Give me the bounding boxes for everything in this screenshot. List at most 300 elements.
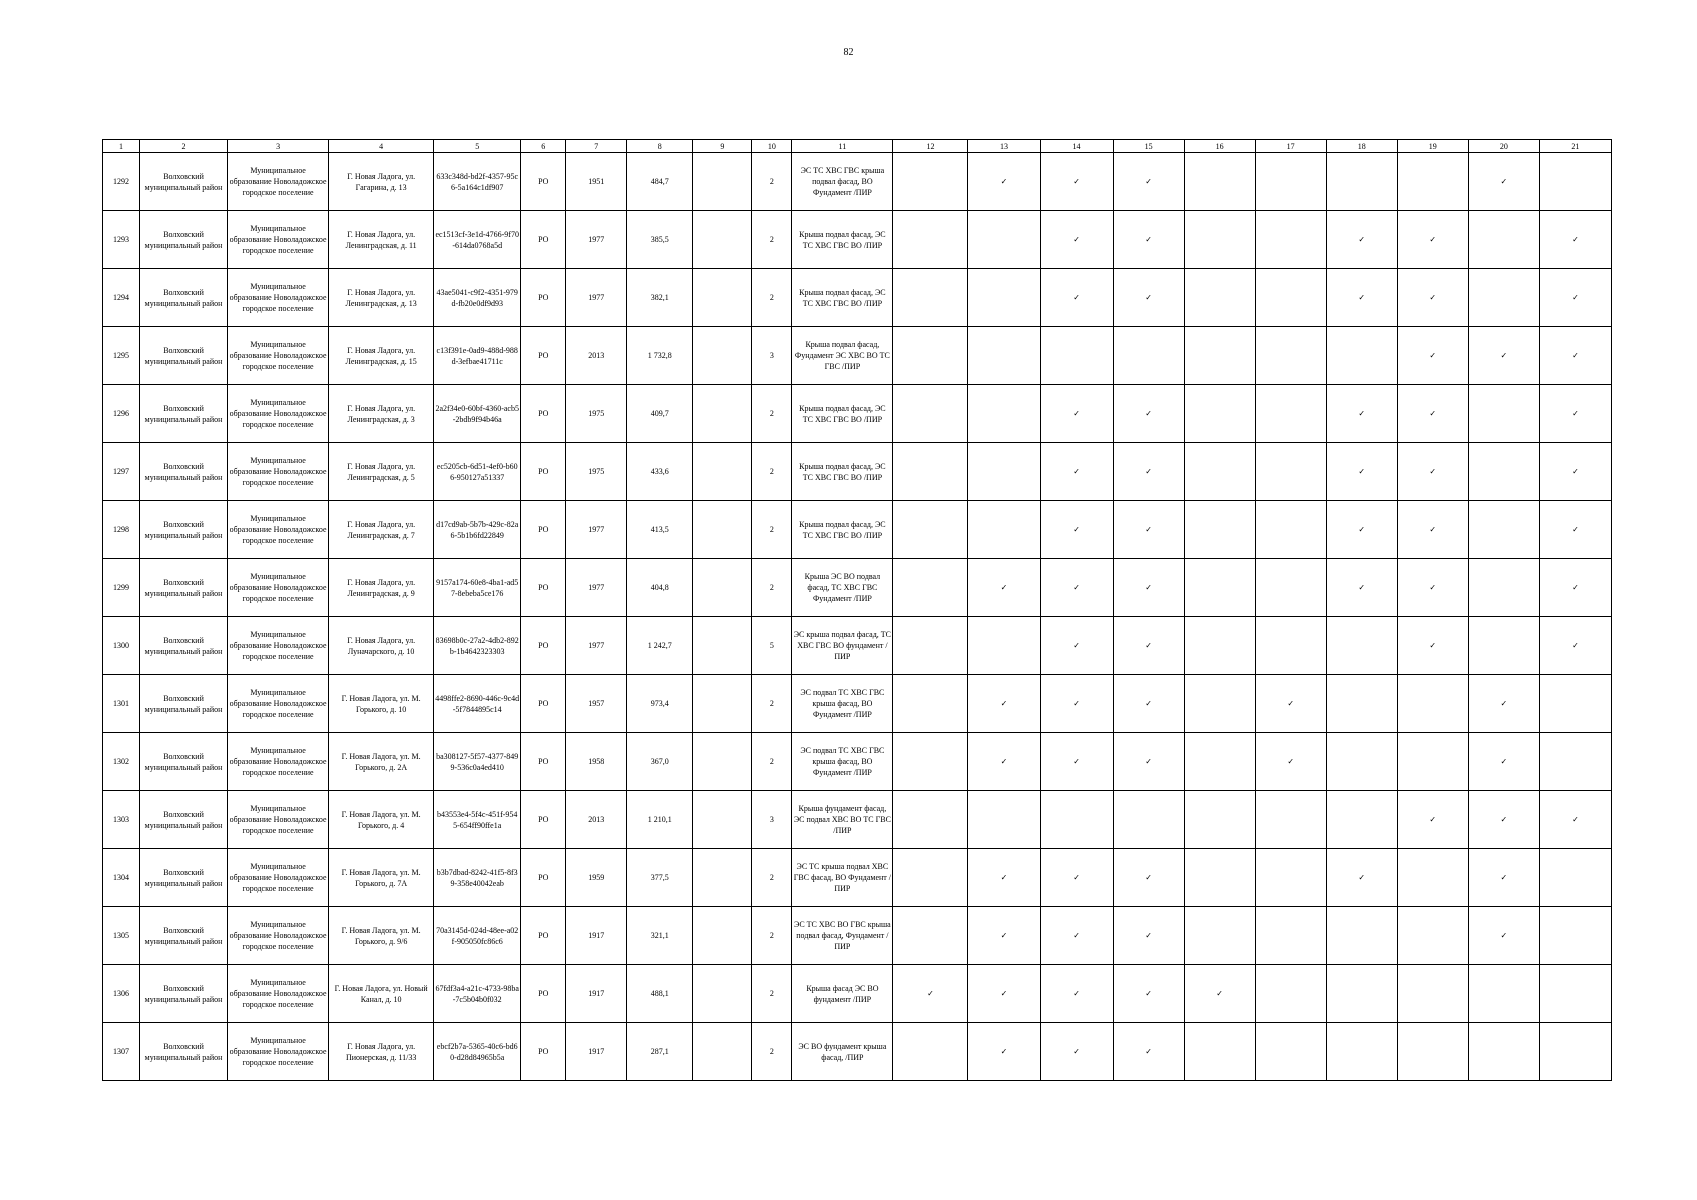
check-mark-icon: ✓	[1572, 467, 1579, 476]
work-column-12-cell	[893, 385, 968, 443]
work-column-16-cell	[1184, 907, 1255, 965]
year-cell: 1975	[566, 443, 627, 501]
table-row	[103, 501, 1612, 559]
address-cell: Г. Новая Ладога, ул. Ленинградская, д. 13	[329, 269, 434, 327]
check-mark-icon: ✓	[1000, 989, 1008, 998]
work-column-20-cell	[1468, 1023, 1539, 1081]
year-cell: 1917	[566, 1023, 627, 1081]
work-column-21-cell	[1539, 791, 1611, 849]
check-mark-icon: ✓	[1287, 757, 1295, 766]
column-10-cell: 2	[752, 501, 792, 559]
work-column-12-cell	[893, 501, 968, 559]
works-list-cell: Крыша ЭС ВО подвал фасад, ТС ХВС ГВС Фундамент /ПИР	[792, 559, 893, 617]
work-column-15-cell	[1113, 501, 1184, 559]
row-number-cell: 1295	[103, 327, 140, 385]
work-column-21-cell	[1539, 269, 1611, 327]
type-cell: РО	[521, 965, 566, 1023]
work-column-16-cell	[1184, 849, 1255, 907]
work-column-14-cell	[1040, 327, 1113, 385]
municipality-cell: Муниципальное образование Новоладожское городское поселение	[228, 617, 329, 675]
check-mark-icon: ✓	[1073, 641, 1080, 650]
row-number-cell: 1303	[103, 791, 140, 849]
capital-repair-table	[102, 139, 1612, 1081]
check-mark-icon: ✓	[1073, 409, 1080, 418]
work-column-18-cell	[1326, 907, 1397, 965]
check-mark-icon: ✓	[1000, 177, 1008, 186]
work-column-18-cell	[1326, 269, 1397, 327]
house-code-cell: 43ae5041-c9f2-4351-979d-fb20e0df9d93	[434, 269, 521, 327]
work-column-13-cell	[968, 269, 1040, 327]
row-number-cell: 1296	[103, 385, 140, 443]
area-cell: 413,5	[627, 501, 693, 559]
work-column-18-cell	[1326, 733, 1397, 791]
area-cell: 385,5	[627, 211, 693, 269]
municipality-cell: Муниципальное образование Новоладожское городское поселение	[228, 501, 329, 559]
check-mark-icon: ✓	[1145, 467, 1152, 476]
district-cell: Волховский муниципальный район	[140, 791, 228, 849]
work-column-17-cell	[1255, 617, 1326, 675]
column-9-cell	[693, 327, 752, 385]
work-column-14-cell	[1040, 385, 1113, 443]
table-row	[103, 153, 1612, 211]
work-column-14-cell	[1040, 733, 1113, 791]
work-column-15-cell	[1113, 559, 1184, 617]
table-row	[103, 791, 1612, 849]
works-list-cell: ЭС ТС ХВС ГВС крыша подвал фасад, ВО Фундамент /ПИР	[792, 153, 893, 211]
column-10-cell: 2	[752, 559, 792, 617]
house-code-cell: ebcf2b7a-5365-40c6-bd60-d28d84965b5a	[434, 1023, 521, 1081]
check-mark-icon: ✓	[1000, 1047, 1008, 1056]
type-cell: РО	[521, 907, 566, 965]
check-mark-icon: ✓	[1073, 989, 1080, 998]
address-cell: Г. Новая Ладога, ул. Ленинградская, д. 7	[329, 501, 434, 559]
table-row	[103, 269, 1612, 327]
column-header-14: 14	[1040, 140, 1113, 153]
works-list-cell: ЭС ВО фундамент крыша фасад, /ПИР	[792, 1023, 893, 1081]
row-number-cell: 1292	[103, 153, 140, 211]
column-9-cell	[693, 443, 752, 501]
works-list-cell: ЭС подвал ТС ХВС ГВС крыша фасад, ВО Фундамент /ПИР	[792, 733, 893, 791]
row-number-cell: 1299	[103, 559, 140, 617]
column-10-cell: 2	[752, 443, 792, 501]
work-column-20-cell	[1468, 617, 1539, 675]
work-column-12-cell	[893, 791, 968, 849]
work-column-15-cell	[1113, 965, 1184, 1023]
table-row	[103, 327, 1612, 385]
type-cell: РО	[521, 443, 566, 501]
work-column-12-cell	[893, 153, 968, 211]
district-cell: Волховский муниципальный район	[140, 269, 228, 327]
work-column-17-cell	[1255, 501, 1326, 559]
work-column-21-cell	[1539, 559, 1611, 617]
municipality-cell: Муниципальное образование Новоладожское городское поселение	[228, 965, 329, 1023]
check-mark-icon: ✓	[1216, 989, 1223, 998]
work-column-19-cell	[1397, 153, 1468, 211]
district-cell: Волховский муниципальный район	[140, 907, 228, 965]
district-cell: Волховский муниципальный район	[140, 559, 228, 617]
work-column-13-cell	[968, 791, 1040, 849]
work-column-13-cell	[968, 211, 1040, 269]
work-column-13-cell	[968, 385, 1040, 443]
check-mark-icon: ✓	[927, 989, 934, 998]
check-mark-icon: ✓	[1358, 525, 1366, 534]
work-column-14-cell	[1040, 211, 1113, 269]
work-column-19-cell	[1397, 791, 1468, 849]
column-10-cell: 2	[752, 269, 792, 327]
district-cell: Волховский муниципальный район	[140, 385, 228, 443]
table-row	[103, 965, 1612, 1023]
work-column-15-cell	[1113, 791, 1184, 849]
column-10-cell: 2	[752, 675, 792, 733]
table-row	[103, 211, 1612, 269]
table-row	[103, 1023, 1612, 1081]
works-list-cell: Крыша подвал фасад, ЭС ТС ХВС ГВС ВО /ПИР	[792, 501, 893, 559]
work-column-21-cell	[1539, 1023, 1611, 1081]
column-header-17: 17	[1255, 140, 1326, 153]
house-code-cell: c13f391e-0ad9-488d-988d-3efbae41711c	[434, 327, 521, 385]
column-header-3: 3	[228, 140, 329, 153]
area-cell: 1 732,8	[627, 327, 693, 385]
year-cell: 1977	[566, 211, 627, 269]
works-list-cell: ЭС ТС крыша подвал ХВС ГВС фасад, ВО Фундамент /ПИР	[792, 849, 893, 907]
column-9-cell	[693, 965, 752, 1023]
work-column-20-cell	[1468, 501, 1539, 559]
column-10-cell: 3	[752, 327, 792, 385]
work-column-15-cell	[1113, 617, 1184, 675]
check-mark-icon: ✓	[1358, 583, 1366, 592]
work-column-12-cell	[893, 907, 968, 965]
municipality-cell: Муниципальное образование Новоладожское городское поселение	[228, 849, 329, 907]
check-mark-icon: ✓	[1000, 699, 1008, 708]
work-column-18-cell	[1326, 617, 1397, 675]
house-code-cell: b3b7dbad-8242-41f5-8f39-358e40042eab	[434, 849, 521, 907]
work-column-18-cell	[1326, 965, 1397, 1023]
work-column-12-cell	[893, 559, 968, 617]
year-cell: 1977	[566, 617, 627, 675]
year-cell: 1975	[566, 385, 627, 443]
work-column-16-cell	[1184, 791, 1255, 849]
check-mark-icon: ✓	[1429, 467, 1437, 476]
work-column-19-cell	[1397, 617, 1468, 675]
work-column-19-cell	[1397, 327, 1468, 385]
column-header-1: 1	[103, 140, 140, 153]
type-cell: РО	[521, 269, 566, 327]
address-cell: Г. Новая Ладога, ул. Гагарина, д. 13	[329, 153, 434, 211]
work-column-12-cell	[893, 675, 968, 733]
work-column-21-cell	[1539, 907, 1611, 965]
check-mark-icon: ✓	[1358, 293, 1366, 302]
work-column-14-cell	[1040, 849, 1113, 907]
work-column-20-cell	[1468, 907, 1539, 965]
work-column-13-cell	[968, 153, 1040, 211]
work-column-19-cell	[1397, 269, 1468, 327]
work-column-15-cell	[1113, 907, 1184, 965]
work-column-12-cell	[893, 617, 968, 675]
check-mark-icon: ✓	[1429, 351, 1437, 360]
work-column-16-cell	[1184, 965, 1255, 1023]
check-mark-icon: ✓	[1572, 293, 1579, 302]
work-column-16-cell	[1184, 617, 1255, 675]
column-header-18: 18	[1326, 140, 1397, 153]
row-number-cell: 1300	[103, 617, 140, 675]
type-cell: РО	[521, 385, 566, 443]
work-column-18-cell	[1326, 153, 1397, 211]
column-9-cell	[693, 849, 752, 907]
type-cell: РО	[521, 849, 566, 907]
work-column-13-cell	[968, 965, 1040, 1023]
work-column-16-cell	[1184, 501, 1255, 559]
municipality-cell: Муниципальное образование Новоладожское городское поселение	[228, 443, 329, 501]
check-mark-icon: ✓	[1572, 351, 1579, 360]
works-list-cell: Крыша подвал фасад, ЭС ТС ХВС ГВС ВО /ПИР	[792, 443, 893, 501]
year-cell: 1977	[566, 269, 627, 327]
column-header-12: 12	[893, 140, 968, 153]
municipality-cell: Муниципальное образование Новоладожское городское поселение	[228, 675, 329, 733]
works-list-cell: ЭС ТС ХВС ВО ГВС крыша подвал фасад, Фундамент /ПИР	[792, 907, 893, 965]
work-column-13-cell	[968, 849, 1040, 907]
check-mark-icon: ✓	[1145, 641, 1152, 650]
work-column-21-cell	[1539, 153, 1611, 211]
area-cell: 287,1	[627, 1023, 693, 1081]
table-row	[103, 907, 1612, 965]
work-column-12-cell	[893, 965, 968, 1023]
check-mark-icon: ✓	[1000, 931, 1008, 940]
work-column-19-cell	[1397, 907, 1468, 965]
work-column-14-cell	[1040, 153, 1113, 211]
type-cell: РО	[521, 617, 566, 675]
work-column-19-cell	[1397, 675, 1468, 733]
area-cell: 321,1	[627, 907, 693, 965]
work-column-13-cell	[968, 327, 1040, 385]
work-column-14-cell	[1040, 675, 1113, 733]
check-mark-icon: ✓	[1145, 989, 1152, 998]
check-mark-icon: ✓	[1358, 235, 1366, 244]
column-header-20: 20	[1468, 140, 1539, 153]
column-header-6: 6	[521, 140, 566, 153]
address-cell: Г. Новая Ладога, ул. Новый Канал, д. 10	[329, 965, 434, 1023]
work-column-14-cell	[1040, 559, 1113, 617]
house-code-cell: 9157a174-60e8-4ba1-ad57-8ebeba5ce176	[434, 559, 521, 617]
works-list-cell: Крыша подвал фасад, ЭС ТС ХВС ГВС ВО /ПИР	[792, 269, 893, 327]
work-column-18-cell	[1326, 791, 1397, 849]
check-mark-icon: ✓	[1572, 525, 1579, 534]
check-mark-icon: ✓	[1073, 583, 1080, 592]
work-column-19-cell	[1397, 965, 1468, 1023]
check-mark-icon: ✓	[1073, 467, 1080, 476]
type-cell: РО	[521, 211, 566, 269]
check-mark-icon: ✓	[1145, 583, 1152, 592]
work-column-15-cell	[1113, 211, 1184, 269]
check-mark-icon: ✓	[1073, 873, 1080, 882]
check-mark-icon: ✓	[1145, 409, 1152, 418]
check-mark-icon: ✓	[1145, 931, 1152, 940]
row-number-cell: 1298	[103, 501, 140, 559]
column-header-2: 2	[140, 140, 228, 153]
work-column-14-cell	[1040, 791, 1113, 849]
house-code-cell: 70a3145d-024d-48ee-a02f-905050fc86c6	[434, 907, 521, 965]
work-column-17-cell	[1255, 385, 1326, 443]
column-header-7: 7	[566, 140, 627, 153]
column-header-13: 13	[968, 140, 1040, 153]
work-column-18-cell	[1326, 849, 1397, 907]
type-cell: РО	[521, 559, 566, 617]
column-9-cell	[693, 907, 752, 965]
work-column-13-cell	[968, 617, 1040, 675]
work-column-12-cell	[893, 1023, 968, 1081]
year-cell: 2013	[566, 327, 627, 385]
column-10-cell: 2	[752, 733, 792, 791]
work-column-12-cell	[893, 269, 968, 327]
check-mark-icon: ✓	[1000, 873, 1008, 882]
work-column-20-cell	[1468, 675, 1539, 733]
work-column-20-cell	[1468, 559, 1539, 617]
check-mark-icon: ✓	[1358, 467, 1366, 476]
check-mark-icon: ✓	[1145, 699, 1152, 708]
house-code-cell: b43553e4-5f4c-451f-9545-654ff90ffe1a	[434, 791, 521, 849]
work-column-20-cell	[1468, 791, 1539, 849]
column-9-cell	[693, 733, 752, 791]
check-mark-icon: ✓	[1500, 351, 1508, 360]
work-column-14-cell	[1040, 269, 1113, 327]
row-number-cell: 1293	[103, 211, 140, 269]
table-row	[103, 675, 1612, 733]
column-9-cell	[693, 559, 752, 617]
column-9-cell	[693, 385, 752, 443]
district-cell: Волховский муниципальный район	[140, 443, 228, 501]
check-mark-icon: ✓	[1000, 583, 1008, 592]
work-column-19-cell	[1397, 1023, 1468, 1081]
work-column-20-cell	[1468, 385, 1539, 443]
area-cell: 377,5	[627, 849, 693, 907]
type-cell: РО	[521, 675, 566, 733]
work-column-17-cell	[1255, 1023, 1326, 1081]
address-cell: Г. Новая Ладога, ул. Ленинградская, д. 9	[329, 559, 434, 617]
check-mark-icon: ✓	[1145, 757, 1152, 766]
address-cell: Г. Новая Ладога, ул. М. Горького, д. 4	[329, 791, 434, 849]
work-column-20-cell	[1468, 965, 1539, 1023]
check-mark-icon: ✓	[1145, 525, 1152, 534]
district-cell: Волховский муниципальный район	[140, 501, 228, 559]
check-mark-icon: ✓	[1572, 409, 1579, 418]
type-cell: РО	[521, 791, 566, 849]
work-column-18-cell	[1326, 501, 1397, 559]
check-mark-icon: ✓	[1429, 815, 1437, 824]
column-9-cell	[693, 675, 752, 733]
row-number-cell: 1307	[103, 1023, 140, 1081]
works-list-cell: Крыша фасад ЭС ВО фундамент /ПИР	[792, 965, 893, 1023]
work-column-16-cell	[1184, 733, 1255, 791]
type-cell: РО	[521, 153, 566, 211]
column-9-cell	[693, 211, 752, 269]
work-column-20-cell	[1468, 849, 1539, 907]
row-number-cell: 1305	[103, 907, 140, 965]
address-cell: Г. Новая Ладога, ул. Ленинградская, д. 15	[329, 327, 434, 385]
work-column-21-cell	[1539, 675, 1611, 733]
house-code-cell: ba308127-5f57-4377-8499-536c0a4ed410	[434, 733, 521, 791]
check-mark-icon: ✓	[1287, 699, 1295, 708]
area-cell: 409,7	[627, 385, 693, 443]
works-list-cell: Крыша подвал фасад, ЭС ТС ХВС ГВС ВО /ПИР	[792, 385, 893, 443]
row-number-cell: 1294	[103, 269, 140, 327]
address-cell: Г. Новая Ладога, ул. М. Горького, д. 10	[329, 675, 434, 733]
work-column-16-cell	[1184, 1023, 1255, 1081]
work-column-18-cell	[1326, 327, 1397, 385]
work-column-17-cell	[1255, 327, 1326, 385]
work-column-15-cell	[1113, 733, 1184, 791]
column-10-cell: 2	[752, 385, 792, 443]
check-mark-icon: ✓	[1145, 293, 1152, 302]
address-cell: Г. Новая Ладога, ул. Пионерская, д. 11/33	[329, 1023, 434, 1081]
work-column-18-cell	[1326, 675, 1397, 733]
work-column-21-cell	[1539, 211, 1611, 269]
area-cell: 433,6	[627, 443, 693, 501]
district-cell: Волховский муниципальный район	[140, 327, 228, 385]
work-column-21-cell	[1539, 385, 1611, 443]
check-mark-icon: ✓	[1073, 235, 1080, 244]
house-code-cell: 2a2f34e0-60bf-4360-acb5-2bdb9f94b46a	[434, 385, 521, 443]
check-mark-icon: ✓	[1429, 583, 1437, 592]
work-column-12-cell	[893, 443, 968, 501]
work-column-20-cell	[1468, 443, 1539, 501]
check-mark-icon: ✓	[1429, 641, 1437, 650]
work-column-14-cell	[1040, 965, 1113, 1023]
municipality-cell: Муниципальное образование Новоладожское городское поселение	[228, 269, 329, 327]
work-column-14-cell	[1040, 617, 1113, 675]
district-cell: Волховский муниципальный район	[140, 849, 228, 907]
check-mark-icon: ✓	[1500, 815, 1508, 824]
column-header-8: 8	[627, 140, 693, 153]
work-column-21-cell	[1539, 733, 1611, 791]
work-column-20-cell	[1468, 153, 1539, 211]
column-10-cell: 2	[752, 965, 792, 1023]
check-mark-icon: ✓	[1073, 293, 1080, 302]
works-list-cell: Крыша подвал фасад, Фундамент ЭС ХВС ВО ТС ГВС /ПИР	[792, 327, 893, 385]
page-number: 82	[843, 47, 854, 58]
check-mark-icon: ✓	[1145, 235, 1152, 244]
row-number-cell: 1306	[103, 965, 140, 1023]
work-column-12-cell	[893, 327, 968, 385]
work-column-16-cell	[1184, 675, 1255, 733]
table-row	[103, 559, 1612, 617]
column-9-cell	[693, 269, 752, 327]
work-column-20-cell	[1468, 269, 1539, 327]
work-column-13-cell	[968, 1023, 1040, 1081]
type-cell: РО	[521, 327, 566, 385]
work-column-14-cell	[1040, 443, 1113, 501]
column-10-cell: 2	[752, 211, 792, 269]
check-mark-icon: ✓	[1500, 699, 1508, 708]
column-10-cell: 2	[752, 153, 792, 211]
area-cell: 404,8	[627, 559, 693, 617]
column-9-cell	[693, 617, 752, 675]
work-column-16-cell	[1184, 559, 1255, 617]
work-column-20-cell	[1468, 327, 1539, 385]
check-mark-icon: ✓	[1500, 873, 1508, 882]
check-mark-icon: ✓	[1358, 873, 1366, 882]
row-number-cell: 1302	[103, 733, 140, 791]
house-code-cell: 633c348d-bd2f-4357-95c6-5a164c1df907	[434, 153, 521, 211]
work-column-13-cell	[968, 501, 1040, 559]
works-list-cell: Крыша фундамент фасад, ЭС подвал ХВС ВО ТС ГВС /ПИР	[792, 791, 893, 849]
column-10-cell: 2	[752, 907, 792, 965]
table-row	[103, 443, 1612, 501]
work-column-15-cell	[1113, 327, 1184, 385]
check-mark-icon: ✓	[1572, 815, 1579, 824]
work-column-15-cell	[1113, 849, 1184, 907]
work-column-14-cell	[1040, 501, 1113, 559]
check-mark-icon: ✓	[1572, 583, 1579, 592]
work-column-16-cell	[1184, 153, 1255, 211]
